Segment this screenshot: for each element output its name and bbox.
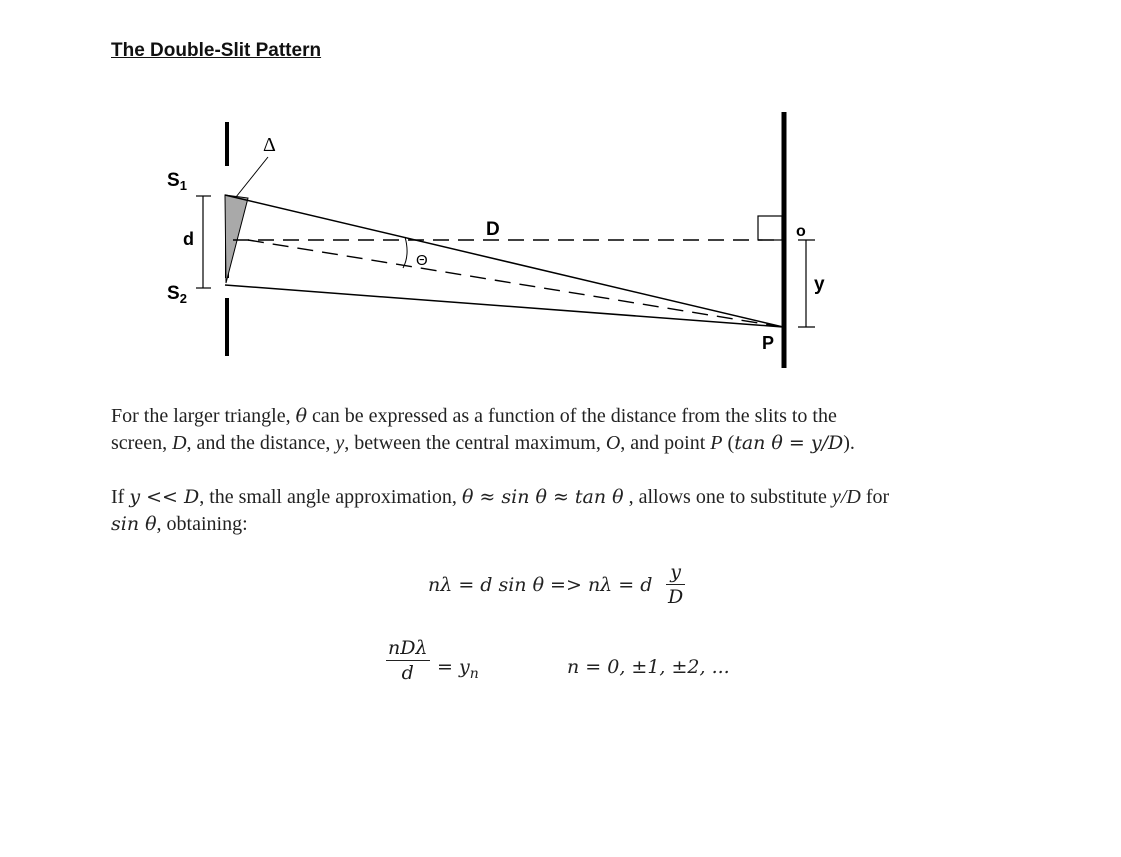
- fraction-n-d-lambda-over-d: nDλ d: [388, 637, 428, 684]
- right-angle-marker: [758, 216, 782, 240]
- label-o: o: [796, 223, 806, 240]
- ray-top: [225, 195, 783, 327]
- paragraph-larger-triangle: For the larger triangle, θ can be expressed as a function of the distance from the slits to the screen, D, and the distance, y, between the central maximum, O, and point P (tan θ = y/D).: [111, 405, 855, 454]
- label-d: d: [183, 229, 194, 249]
- paragraph-small-angle: If y << D, the small angle approximation, θ ≈ sin θ ≈ tan θ , allows one to substitute y/D for sin θ, obtaining:: [111, 486, 890, 535]
- equation-path-difference: nλ = d sin θ => nλ = d: [428, 574, 653, 596]
- label-y: y: [814, 274, 825, 295]
- ray-bottom: [225, 285, 783, 327]
- label-s1: $S_1$: [167, 170, 187, 193]
- label-p: P: [762, 333, 775, 353]
- label-delta: Δ: [263, 134, 276, 156]
- delta-pointer: [236, 157, 268, 197]
- theta-arc: [403, 237, 407, 268]
- order-condition: n = 0, ±1, ±2, ...: [567, 656, 730, 678]
- fraction-y-over-d: y D: [668, 561, 684, 608]
- ray-center: [248, 240, 783, 327]
- path-difference-triangle: [225, 195, 248, 283]
- label-s2: $S_2$: [167, 283, 187, 306]
- equation-fringe-position: = $y_n$: [437, 656, 479, 682]
- label-big-d: D: [486, 219, 500, 240]
- double-slit-diagram: [0, 0, 1121, 400]
- page-title: The Double-Slit Pattern: [111, 40, 322, 61]
- label-theta: Θ: [416, 252, 428, 269]
